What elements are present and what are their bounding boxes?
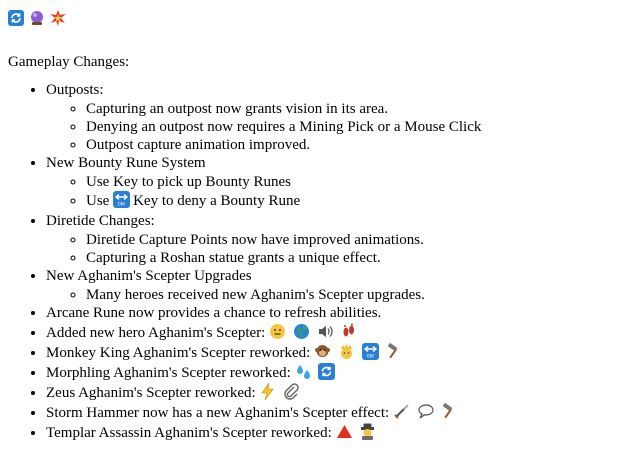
- list-item: [46, 383, 617, 403]
- sub-item: ◦ Capturing an outpost now grants vision in its area.: [86, 100, 617, 118]
- svg-text:ON!: ON!: [117, 201, 126, 207]
- paperclip-icon: [283, 383, 300, 400]
- sub-list: [46, 231, 617, 267]
- sub-item-text: Use: [86, 193, 110, 209]
- list-item: [46, 81, 617, 154]
- sub-item: ◦ Denying an outpost now requires a Mining Pick or a Mouse Click: [86, 118, 617, 136]
- sub-list: [46, 100, 617, 154]
- list-item: [46, 154, 617, 212]
- item-label: Outposts:: [46, 82, 104, 98]
- item-label: Zeus Aghanim's Scepter reworked:: [46, 385, 256, 401]
- list-item: [46, 363, 617, 383]
- sub-item: ◦ Outpost capture animation improved.: [86, 136, 617, 154]
- red-triangle-icon: [336, 423, 353, 440]
- list-item: [46, 343, 617, 363]
- item-label: Storm Hammer now has a new Aghanim's Scepter effect:: [46, 405, 390, 421]
- section-heading: Gameplay Changes:: [8, 54, 130, 70]
- speech-bubble-icon: [417, 403, 434, 420]
- sub-item: ◦ Diretide Capture Points now have improved animations.: [86, 231, 617, 249]
- detective-icon: [359, 423, 376, 440]
- list-item: [46, 212, 617, 267]
- crystal-ball-icon: [29, 10, 45, 26]
- sub-list: [46, 286, 617, 304]
- item-label: Monkey King Aghanim's Scepter reworked:: [46, 345, 311, 361]
- changes-list: [8, 81, 617, 443]
- lightning-icon: [259, 383, 276, 400]
- svg-text:ON!: ON!: [366, 353, 374, 359]
- item-label: New Bounty Rune System: [46, 155, 206, 171]
- face-icon: [269, 323, 286, 340]
- list-item: [46, 403, 617, 423]
- item-label: Arcane Rune now provides a chance to refresh abilities.: [46, 305, 382, 321]
- crowned-face-icon: [338, 343, 355, 360]
- item-label: New Aghanim's Scepter Upgrades: [46, 268, 252, 284]
- sub-list: [46, 173, 617, 212]
- list-item: [46, 304, 617, 323]
- sub-item-text: Key to deny a Bounty Rune: [133, 193, 301, 209]
- hammer-icon: [440, 403, 457, 420]
- sub-item: ◦ Capturing a Roshan statue grants a unique effect.: [86, 249, 617, 267]
- left-right-arrow-icon: [113, 191, 130, 208]
- list-item: [46, 323, 617, 343]
- globe-icon: [293, 323, 310, 340]
- list-item: [46, 267, 617, 304]
- arrows-refresh-icon: [318, 363, 335, 380]
- left-right-arrow-icon: [362, 343, 379, 360]
- speaker-icon: [317, 323, 334, 340]
- sub-item: [86, 191, 617, 212]
- item-label: Morphling Aghanim's Scepter reworked:: [46, 365, 291, 381]
- list-item: [46, 423, 617, 443]
- footprints-icon: [340, 323, 357, 340]
- dagger-icon: [393, 403, 410, 420]
- sub-item: ◦ Many heroes received new Aghanim's Scepter upgrades.: [86, 286, 617, 304]
- arrows-refresh-icon: [8, 10, 24, 26]
- item-label: Diretide Changes:: [46, 213, 155, 229]
- hammer-icon: [385, 343, 402, 360]
- sub-item: ◦ Use Key to pick up Bounty Runes: [86, 173, 617, 191]
- top-icon-row: [8, 8, 617, 28]
- item-label: Added new hero Aghanim's Scepter:: [46, 325, 266, 341]
- collision-icon: [50, 10, 66, 26]
- monkey-icon: [314, 343, 331, 360]
- water-drops-icon: [295, 363, 312, 380]
- item-label: Templar Assassin Aghanim's Scepter reworked:: [46, 425, 332, 441]
